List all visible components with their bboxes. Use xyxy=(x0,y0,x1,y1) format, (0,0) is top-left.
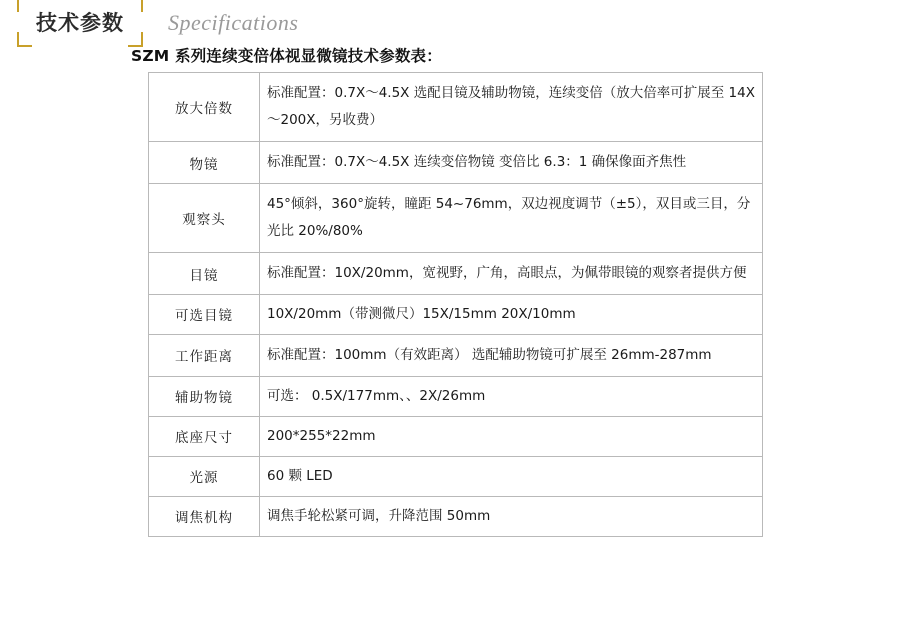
table-row xyxy=(149,456,763,496)
page-header xyxy=(0,0,298,42)
page-title: SZM 系列连续变倍体视显微镜技术参数表： xyxy=(131,47,442,65)
spec-label-cell xyxy=(149,334,260,376)
spec-value: 标准配置：0.7X～4.5X 连续变倍物镜 变倍比 6.3：1 确保像面齐焦性 xyxy=(260,142,763,184)
spec-label: 可选目镜 xyxy=(175,308,233,325)
table-row xyxy=(149,416,763,456)
spec-label: 放大倍数 xyxy=(175,101,233,117)
spec-label-cell xyxy=(149,456,260,496)
spec-label-cell xyxy=(149,416,260,456)
section-badge xyxy=(22,4,138,41)
spec-label-cell xyxy=(149,496,260,536)
specifications-table xyxy=(148,72,763,537)
spec-label: 物镜 xyxy=(189,156,219,173)
spec-value: 可选： 0.5X/177mm、、2X/26mm xyxy=(260,376,763,416)
bracket-top-left-icon xyxy=(17,0,32,12)
table-row xyxy=(149,295,763,335)
spec-value: 60 颗 LED xyxy=(260,456,763,496)
spec-value: 200*255*22mm xyxy=(260,416,763,456)
table-row xyxy=(149,184,763,253)
spec-label: 目镜 xyxy=(189,267,219,284)
spec-label: 调焦机构 xyxy=(175,510,233,527)
table-row xyxy=(149,376,763,416)
spec-label: 观察头 xyxy=(182,212,226,228)
spec-label-cell xyxy=(149,253,260,295)
spec-value: 45°倾斜，360°旋转，瞳距 54~76mm，双边视度调节（±5），双目或三目，分光比 20%/80% xyxy=(260,184,763,253)
spec-value: 标准配置：100mm（有效距离） 选配辅助物镜可扩展至 26mm-287mm xyxy=(260,334,763,376)
table-row xyxy=(149,142,763,184)
spec-label-cell xyxy=(149,295,260,335)
bracket-top-right-icon xyxy=(128,0,143,12)
spec-label-cell xyxy=(149,142,260,184)
spec-label: 底座尺寸 xyxy=(175,430,233,447)
spec-value: 10X/20mm（带测微尺）15X/15mm 20X/10mm xyxy=(260,295,763,335)
spec-label-cell xyxy=(149,184,260,253)
bracket-bottom-left-icon xyxy=(17,32,32,47)
spec-label-cell xyxy=(149,376,260,416)
spec-label-cell xyxy=(149,73,260,142)
spec-value: 调焦手轮松紧可调，升降范围 50mm xyxy=(260,496,763,536)
table-row xyxy=(149,253,763,295)
spec-value: 标准配置：10X/20mm，宽视野，广角，高眼点，为佩带眼镜的观察者提供方便 xyxy=(260,253,763,295)
table-row xyxy=(149,334,763,376)
section-subtitle: Specifications xyxy=(168,10,299,35)
table-row xyxy=(149,496,763,536)
spec-label: 光源 xyxy=(189,470,219,487)
section-badge-label: 技术参数 xyxy=(36,10,124,35)
spec-label: 辅助物镜 xyxy=(175,390,233,407)
spec-label: 工作距离 xyxy=(175,349,233,366)
spec-value: 标准配置：0.7X～4.5X 选配目镜及辅助物镜，连续变倍（放大倍率可扩展至 14X～200X，另收费） xyxy=(260,73,763,142)
table-row xyxy=(149,73,763,142)
